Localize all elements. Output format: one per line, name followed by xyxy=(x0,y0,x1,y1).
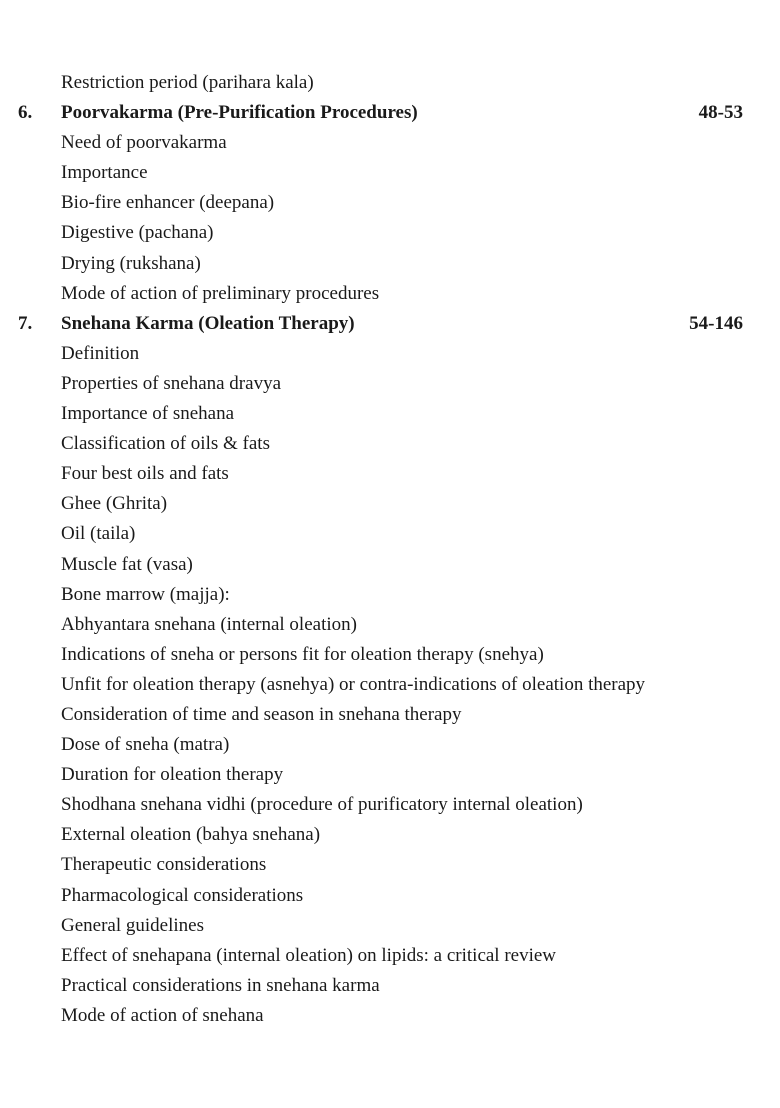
toc-subentry xyxy=(0,700,780,730)
toc-subentry xyxy=(0,519,780,549)
toc-entry-title: Digestive (pachana) xyxy=(61,222,214,244)
toc-subentry xyxy=(0,850,780,880)
toc-entry-title: Ghee (Ghrita) xyxy=(61,493,168,515)
toc-entry-title: Muscle fat (vasa) xyxy=(61,553,193,575)
toc-chapter-entry xyxy=(0,309,780,339)
toc-subentry xyxy=(0,730,780,760)
toc-subentry xyxy=(0,580,780,610)
toc-entry-pages: 54-146 xyxy=(689,312,743,334)
toc-entry-title: Poorvakarma (Pre-Purification Procedures) xyxy=(61,102,418,124)
toc-entry-title: Abhyantara snehana (internal oleation) xyxy=(61,613,357,635)
toc-entry-title: General guidelines xyxy=(61,914,204,936)
table-of-contents xyxy=(0,68,780,1031)
toc-entry-title: Drying (rukshana) xyxy=(61,252,201,274)
toc-entry-title: Four best oils and fats xyxy=(61,463,229,485)
toc-chapter-entry xyxy=(0,98,780,128)
toc-subentry xyxy=(0,429,780,459)
toc-entry-title: Snehana Karma (Oleation Therapy) xyxy=(61,312,355,334)
toc-entry-title: Importance of snehana xyxy=(61,403,235,425)
toc-entry-title: Effect of snehapana (internal oleation) on lipids: a critical review xyxy=(61,944,557,966)
toc-subentry xyxy=(0,279,780,309)
toc-entry-title: Importance xyxy=(61,162,148,184)
toc-entry-title: Consideration of time and season in snehana therapy xyxy=(61,703,462,725)
toc-subentry xyxy=(0,158,780,188)
toc-entry-number: 6. xyxy=(18,102,33,124)
toc-subentry xyxy=(0,670,780,700)
toc-entry-title: Pharmacological considerations xyxy=(61,884,304,906)
toc-subentry xyxy=(0,489,780,519)
toc-entry-title: External oleation (bahya snehana) xyxy=(61,824,321,846)
toc-entry-title: Need of poorvakarma xyxy=(61,132,227,154)
toc-entry-pages: 48-53 xyxy=(698,102,743,124)
toc-entry-title: Bio-fire enhancer (deepana) xyxy=(61,192,275,214)
toc-subentry xyxy=(0,68,780,98)
toc-subentry xyxy=(0,399,780,429)
toc-entry-title: Duration for oleation therapy xyxy=(61,764,284,786)
toc-entry-title: Oil (taila) xyxy=(61,523,136,545)
toc-entry-title: Properties of snehana dravya xyxy=(61,372,282,394)
toc-entry-title: Mode of action of preliminary procedures xyxy=(61,282,380,304)
toc-subentry xyxy=(0,249,780,279)
toc-entry-title: Definition xyxy=(61,342,140,364)
toc-subentry xyxy=(0,459,780,489)
toc-subentry xyxy=(0,640,780,670)
toc-entry-title: Indications of sneha or persons fit for oleation therapy (snehya) xyxy=(61,643,544,665)
toc-subentry xyxy=(0,550,780,580)
toc-subentry xyxy=(0,188,780,218)
toc-subentry xyxy=(0,760,780,790)
toc-entry-title: Unfit for oleation therapy (asnehya) or contra-indications of oleation therapy xyxy=(61,673,646,695)
toc-subentry xyxy=(0,218,780,248)
toc-entry-title: Mode of action of snehana xyxy=(61,1004,264,1026)
toc-subentry xyxy=(0,339,780,369)
toc-subentry xyxy=(0,941,780,971)
toc-entry-title: Practical considerations in snehana karma xyxy=(61,974,380,996)
toc-subentry xyxy=(0,128,780,158)
toc-entry-title: Therapeutic considerations xyxy=(61,854,267,876)
toc-entry-title: Bone marrow (majja): xyxy=(61,583,230,605)
toc-subentry xyxy=(0,1001,780,1031)
toc-subentry xyxy=(0,820,780,850)
toc-subentry xyxy=(0,881,780,911)
toc-subentry xyxy=(0,971,780,1001)
toc-subentry xyxy=(0,369,780,399)
toc-entry-title: Dose of sneha (matra) xyxy=(61,734,230,756)
toc-entry-title: Classification of oils & fats xyxy=(61,433,270,455)
toc-subentry xyxy=(0,610,780,640)
toc-entry-title: Shodhana snehana vidhi (procedure of purificatory internal oleation) xyxy=(61,794,583,816)
toc-subentry xyxy=(0,911,780,941)
toc-entry-title: Restriction period (parihara kala) xyxy=(61,72,314,93)
toc-entry-number: 7. xyxy=(18,312,33,334)
toc-subentry xyxy=(0,790,780,820)
